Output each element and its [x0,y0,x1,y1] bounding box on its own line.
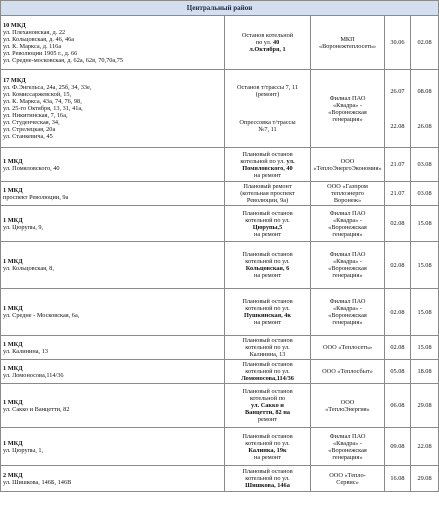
address-line: ул. Комиссаржевской, 15, [3,91,72,98]
building-count: 1 МКД [3,305,23,312]
organization-line: МКП [340,35,355,43]
organization-cell [311,384,385,428]
address-line: ул. Кольцовская, 8, [3,265,54,272]
table-row [1,206,439,242]
organization-line: Филиал ПАО [329,209,366,217]
end-date-cell [411,466,439,492]
table-row [1,466,439,492]
start-date: 06.08 [390,402,405,409]
organization-line: «ТеплоЭнергоЭкономия» [313,164,382,172]
reason-text: Плановый останов [242,432,293,440]
reason-text: котельной по ул. [245,439,290,447]
organization-cell [311,428,385,466]
end-date: 22.08 [417,443,432,450]
address-cell [1,70,225,148]
reason-line [227,375,308,382]
start-date [385,116,410,123]
reason-text: Плановый останов [242,361,293,368]
start-date: 26.07 [390,87,405,95]
reason-text: ул. [286,157,295,165]
building-count: 1 МКД [3,364,23,372]
reason-cell [225,336,311,360]
address-line: ул. Кольцовская, д. 46, 46а [3,35,75,43]
end-date: 08.08 [417,87,432,95]
table-row [1,360,439,384]
reason-line [227,197,308,204]
organization-line: «Квадра» - [332,305,362,312]
reason-text: Плановый останов [242,209,293,217]
end-date [411,102,438,109]
organization-line: ООО [340,398,355,406]
reason-line [227,402,308,409]
reason-line [227,351,308,358]
table-row [1,16,439,70]
address-cell [1,182,225,206]
address-cell [1,289,225,336]
address-line: ул. Цюрупы, 9, [3,223,44,231]
reason-line [227,210,308,217]
reason-text: Плановый останов [242,337,293,344]
reason-text: по ул. [255,39,273,46]
reason-text: Шишкова, 146а [245,482,290,489]
address-line: проспект Революции, 9а [3,193,69,201]
reason-text: котельной по ул. [245,258,290,265]
organization-line: Филиал ПАО [329,298,366,305]
reason-cell [225,466,311,492]
reason-line [227,319,308,326]
address-line: ул. Станкевича, 45 [3,133,53,140]
end-date [411,109,438,116]
start-date: 02.08 [390,344,405,351]
reason-text: Цюрупы,5 [252,223,283,231]
start-date-cell [385,360,411,384]
organization-line: генерация» [332,115,363,123]
address-line: ул. Стрелецкая, 20а [3,126,56,133]
start-date [385,109,410,116]
reason-line [227,46,308,53]
reason-line [227,416,308,423]
start-date: 09.08 [390,443,405,450]
organization-line: «Воронежская [328,446,367,454]
reason-cell [225,242,311,289]
reason-text: на ремонт [254,453,281,461]
organization-line: ООО [340,157,355,165]
start-date: 05.08 [390,368,405,375]
reason-line [227,409,308,416]
address-line: ул. Калинина, 13 [3,347,48,355]
building-count: 17 МКД [3,77,26,84]
reason-line [227,361,308,368]
table-row [1,289,439,336]
address-line: ул. 25-го Октября, 13, 31, 41а, [3,105,83,112]
organization-line: генерация» [332,272,363,279]
reason-line [227,440,308,447]
organization-line: генерация» [332,453,363,461]
end-date [411,95,438,102]
organization-line: «Квадра» - [332,101,362,109]
end-date-cell [411,242,439,289]
organization-cell [311,182,385,206]
reason-line [227,368,308,375]
end-date-cell [411,70,439,148]
building-count: 1 МКД [3,157,23,165]
reason-text: на ремонт [254,319,281,326]
end-date: 03.08 [417,161,432,168]
address-line: ул. Студенческая, 34, [3,119,60,126]
reason-cell [225,206,311,242]
reason-line [227,454,308,461]
start-date-cell [385,206,411,242]
reason-line [227,183,308,190]
reason-line [227,91,308,98]
reason-line [227,447,308,454]
organization-line: теплоэнерго [331,190,364,197]
start-date-cell [385,148,411,182]
reason-text: Кольцовская, 6 [245,265,290,272]
reason-text: котельной по ул. [245,475,290,482]
reason-text: котельной по [249,395,286,402]
reason-text: Помяловского, 40 [242,164,293,172]
reason-cell [225,360,311,384]
organization-line: ООО «Тепло- [329,471,366,479]
reason-line [227,395,308,402]
reason-line [227,165,308,172]
reason-line [227,32,308,39]
reason-text: Калинина, 13 [249,351,286,358]
start-date: 30.06 [390,39,405,46]
reason-line [227,84,308,91]
end-date: 02.08 [417,39,432,46]
start-date: 16.08 [390,475,405,482]
start-date: 21.07 [390,190,405,197]
reason-line [227,433,308,440]
reason-text: ремонт [257,416,278,423]
reason-text: котельной по ул. [245,368,290,375]
reason-line [227,105,308,112]
reason-text: №7, 11 [258,126,277,133]
address-cell [1,384,225,428]
reason-line [227,388,308,395]
reason-line [227,112,308,119]
end-date-cell [411,16,439,70]
reason-text: Ванцетти, 82 на [244,409,290,416]
reason-text: Останов т/трассы 7, 11 [236,84,299,91]
start-date-cell [385,70,411,148]
organization-line: Филиал ПАО [329,432,366,440]
start-date: 02.08 [390,308,405,316]
building-count: 1 МКД [3,186,23,194]
reason-line [227,337,308,344]
reason-text: ул. Сакко и [251,402,284,409]
organization-line: Сервис» [336,478,359,486]
reason-cell [225,428,311,466]
address-cell [1,242,225,289]
organization-line: ООО «Газпром [327,183,368,190]
address-cell [1,336,225,360]
end-date: 18.08 [417,368,432,375]
reason-text: котельной по ул. [245,305,290,312]
start-date-cell [385,289,411,336]
organization-line: генерация» [332,230,363,238]
address-line: ул. Помяловского, 40 [3,164,60,172]
reason-text: Революции, 9а) [246,197,289,204]
organization-line: Филиал ПАО [329,94,366,102]
reason-text: Плановый останов [242,251,293,258]
district-header: Центральный район [1,1,439,16]
reason-line [227,158,308,165]
reason-line [227,119,308,126]
reason-line [227,265,308,272]
reason-text: Опрессовка т/трассы [239,119,296,126]
address-line: ул. Революции 1905 г., д. 66 [3,49,78,57]
reason-line [227,126,308,133]
reason-cell [225,384,311,428]
organization-line: «ТеплоЭнергия» [325,405,370,413]
address-line: ул. Никитинская, 7, 16а, [3,112,68,119]
reason-line [227,258,308,265]
building-count: 2 МКД [3,471,23,479]
table-row [1,70,439,148]
address-cell [1,428,225,466]
reason-text: котельной по ул. [240,157,287,165]
organization-line: ООО «Теплосбыт» [322,368,373,375]
reason-line [227,344,308,351]
end-date-cell [411,148,439,182]
end-date-cell [411,289,439,336]
address-cell [1,148,225,182]
reason-cell [225,182,311,206]
end-date-cell [411,206,439,242]
reason-text: Калинка, 19к [248,446,287,454]
organization-line: «Воронежская [328,312,367,319]
reason-line [227,298,308,305]
organization-line: «Воронежская [328,265,367,272]
table-row [1,242,439,289]
reason-text: (ремонт) [255,91,280,98]
reason-text: Плановый останов [242,388,293,395]
reason-text: (котельная проспект [240,190,295,197]
organization-line: Филиал ПАО [329,251,366,258]
reason-text: на ремонт [254,171,281,179]
reason-cell [225,16,311,70]
organization-line: «Квадра» - [332,439,362,447]
reason-text: Плановый останов [242,468,293,475]
address-line: ул. Шишкова, 146Б, 146В [3,478,72,486]
start-date-cell [385,242,411,289]
reason-line [227,482,308,489]
organization-cell [311,466,385,492]
address-line: ул. К. Маркса, 43а, 74, 76, 98, [3,98,82,105]
organization-cell [311,289,385,336]
end-date: 26.08 [417,122,432,130]
reason-text: котельной по ул. [245,216,290,224]
organization-line: «Воронежская [328,108,367,116]
reason-cell [225,148,311,182]
end-date: 15.08 [417,308,432,316]
organization-cell [311,148,385,182]
start-date-cell [385,466,411,492]
address-line: ул. Ломоносова,114/36 [3,371,64,379]
reason-cell [225,289,311,336]
building-count: 1 МКД [3,258,23,265]
organization-cell [311,336,385,360]
organization-line: «Воронежтеплосеть» [318,42,377,50]
reason-line [227,224,308,231]
end-date-cell [411,384,439,428]
reason-line [227,190,308,197]
reason-text: Ломоносова,114/36 [241,375,294,382]
table-row [1,384,439,428]
end-date: 03.08 [417,190,432,197]
reason-text: Плановый останов [242,298,293,305]
reason-text: Плановый ремонт [243,183,292,190]
end-date: 29.08 [417,402,432,409]
address-cell [1,360,225,384]
end-date-cell [411,336,439,360]
organization-line: ООО «Теплосеть» [322,344,373,351]
reason-text: котельной по ул. [245,344,290,351]
building-count: 1 МКД [3,216,23,224]
reason-line [227,217,308,224]
end-date: 15.08 [417,220,432,227]
address-line: ул. Ф.Энгельса, 24а, 25б, 34, 33е, [3,84,92,91]
end-date-cell [411,428,439,466]
reason-line [227,272,308,279]
organization-cell [311,16,385,70]
start-date: 21.07 [390,161,405,168]
reason-text: на ремонт [254,272,281,279]
address-cell [1,206,225,242]
table-row [1,148,439,182]
reason-text: Пушкинская, 4к [243,312,292,319]
organization-line: «Квадра» - [332,258,362,265]
building-count: 10 МКД [3,21,26,29]
reason-line [227,172,308,179]
start-date-cell [385,428,411,466]
district-header-row [1,1,439,16]
start-date: 02.08 [390,220,405,227]
reason-line [227,468,308,475]
reason-text: л.Октября, 1 [249,46,286,53]
organization-line: генерация» [332,319,363,326]
organization-cell [311,360,385,384]
reason-line [227,39,308,46]
organization-line: Воронеж» [333,197,362,204]
address-line: ул. Плехановская, д. 22 [3,28,66,36]
reason-text: Останов котельной [241,32,294,39]
start-date [385,95,410,102]
reason-text: на ремонт [254,230,281,238]
address-line: ул. Средне - Московская, 6а, [3,312,80,319]
start-date [385,102,410,109]
reason-text: Плановый останов [242,150,293,158]
reason-line [227,312,308,319]
start-date: 22.08 [390,122,405,130]
organization-line: «Воронежская [328,223,367,231]
address-line: ул. Цюрупы, 1, [3,446,44,454]
reason-line [227,475,308,482]
organization-cell [311,206,385,242]
organization-cell [311,242,385,289]
start-date: 02.08 [390,261,405,269]
reason-line [227,231,308,238]
building-count: 1 МКД [3,340,23,348]
reason-line [227,98,308,105]
address-line: ул. Средне-московская, д. 62а, 62в, 70,70а,75 [3,56,124,64]
reason-line [227,151,308,158]
table-row [1,336,439,360]
reason-cell [225,70,311,148]
building-count: 1 МКД [3,398,23,406]
address-cell [1,466,225,492]
reason-line [227,251,308,258]
end-date-cell [411,360,439,384]
start-date-cell [385,182,411,206]
end-date: 15.08 [417,261,432,269]
reason-text: 40 [272,39,280,46]
address-line: ул. К. Маркса, д. 116а [3,42,62,50]
end-date [411,116,438,123]
start-date-cell [385,336,411,360]
end-date: 15.08 [417,344,432,351]
address-line: ул. Сакко и Ванцетти, 82 [3,405,70,413]
start-date-cell [385,384,411,428]
end-date-cell [411,182,439,206]
address-cell [1,16,225,70]
organization-line: «Квадра» - [332,216,362,224]
table-row [1,428,439,466]
organization-cell [311,70,385,148]
reason-line [227,305,308,312]
building-count: 1 МКД [3,439,23,447]
start-date-cell [385,16,411,70]
end-date: 29.08 [417,475,432,482]
table-row [1,182,439,206]
